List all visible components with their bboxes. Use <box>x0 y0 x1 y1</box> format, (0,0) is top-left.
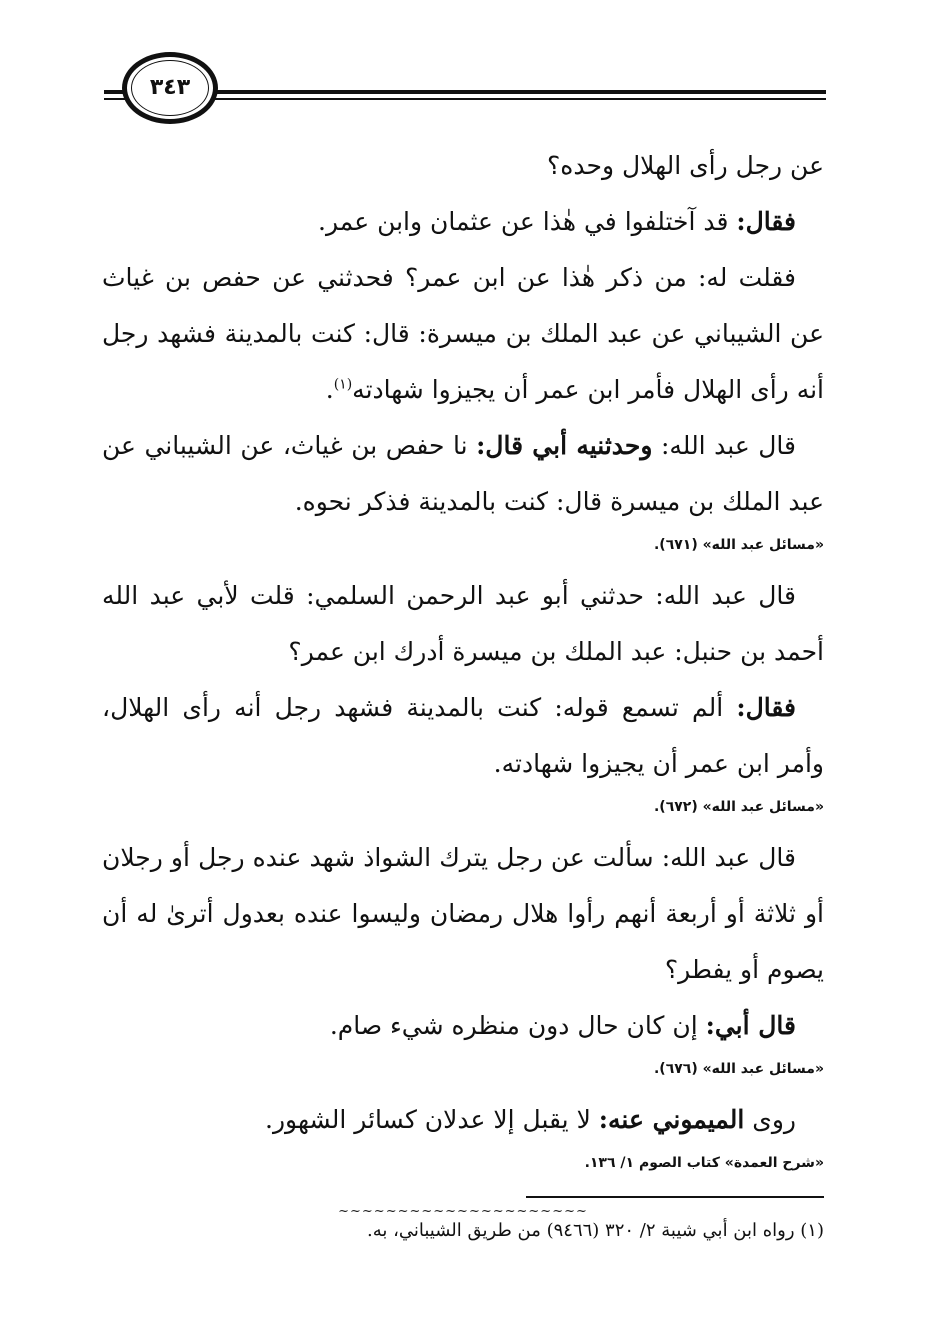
page-number-badge-inner <box>131 60 209 116</box>
speaker-label: قال أبي: <box>705 1011 796 1040</box>
speaker-label: فقال: <box>736 207 796 236</box>
paragraph-text: عن رجل رأى الهلال وحده؟ <box>547 151 824 180</box>
paragraph-answer-2 <box>102 680 824 792</box>
footnote-rule <box>526 1196 824 1198</box>
paragraph-answer-3 <box>102 998 824 1054</box>
paragraph-prefix: قال عبد الله: <box>652 431 796 460</box>
source-citation: «مسائل عبد الله» (٦٧٢). <box>653 799 824 815</box>
speaker-label: فقال: <box>736 693 796 722</box>
paragraph-text: فقلت له: من ذكر هٰذا عن ابن عمر؟ فحدثني عن حفص بن غياث عن الشيباني عن عبد الملك بن ميسرة: قال: كنت بالمدينة فشهد رجل أنه رأى الهلال فأمر ابن عمر أن يجيزوا شهادته <box>102 263 824 404</box>
paragraph-narration <box>102 250 824 418</box>
paragraph-text: ألم تسمع قوله: كنت بالمدينة فشهد رجل أنه رأى الهلال، وأمر ابن عمر أن يجيزوا شهادته. <box>102 693 824 778</box>
paragraph-answer <box>102 194 824 250</box>
paragraph-narration-3 <box>102 1092 824 1148</box>
paragraph-text: نا حفص بن غياث، عن الشيباني عن عبد الملك بن ميسرة قال: كنت بالمدينة فذكر نحوه. <box>102 431 824 516</box>
source-citation: «شرح العمدة» كتاب الصوم ١/ ١٣٦. <box>584 1155 824 1171</box>
page-number-badge <box>122 52 218 124</box>
page-number: ٣٤٣ <box>149 75 191 100</box>
paragraph-end: . <box>325 375 334 404</box>
paragraph-question-3 <box>102 830 824 998</box>
paragraph-question-2 <box>102 568 824 680</box>
paragraph-text: لا يقبل إلا عدلان كسائر الشهور. <box>265 1105 599 1134</box>
paragraph-text: قد آختلفوا في هٰذا عن عثمان وابن عمر. <box>318 207 737 236</box>
footnote-text: (١) رواه ابن أبي شيبة ٢/ ٣٢٠ (٩٤٦٦) من طريق الشيباني، به. <box>366 1220 824 1241</box>
main-text <box>102 138 824 1226</box>
paragraph-question <box>102 138 824 194</box>
section-ornament: ~~~~~~~~~~~~~~~~~~~~~ <box>338 1204 588 1219</box>
speaker-label: الميموني عنه: <box>598 1105 745 1134</box>
speaker-label: وحدثنيه أبي قال: <box>476 431 653 460</box>
paragraph-narration-2 <box>102 418 824 530</box>
paragraph-text: قال عبد الله: سألت عن رجل يترك الشواذ شهد عنده رجل أو رجلان أو ثلاثة أو أربعة أنهم رأوا هلال رمضان وليسوا عنده بعدول أترىٰ له أن يصوم أو يفطر؟ <box>102 843 824 984</box>
paragraph-text: إن كان حال دون منظره شيء صام. <box>329 1011 706 1040</box>
paragraph-text: قال عبد الله: حدثني أبو عبد الرحمن السلمي: قلت لأبي عبد الله أحمد بن حنبل: عبد الملك بن ميسرة أدرك ابن عمر؟ <box>102 581 824 666</box>
source-citation: «مسائل عبد الله» (٦٧٦). <box>653 1061 824 1077</box>
paragraph-prefix: روى <box>744 1105 796 1134</box>
footnote-marker[interactable]: (١) <box>333 376 353 393</box>
source-citation: «مسائل عبد الله» (٦٧١). <box>653 537 824 553</box>
